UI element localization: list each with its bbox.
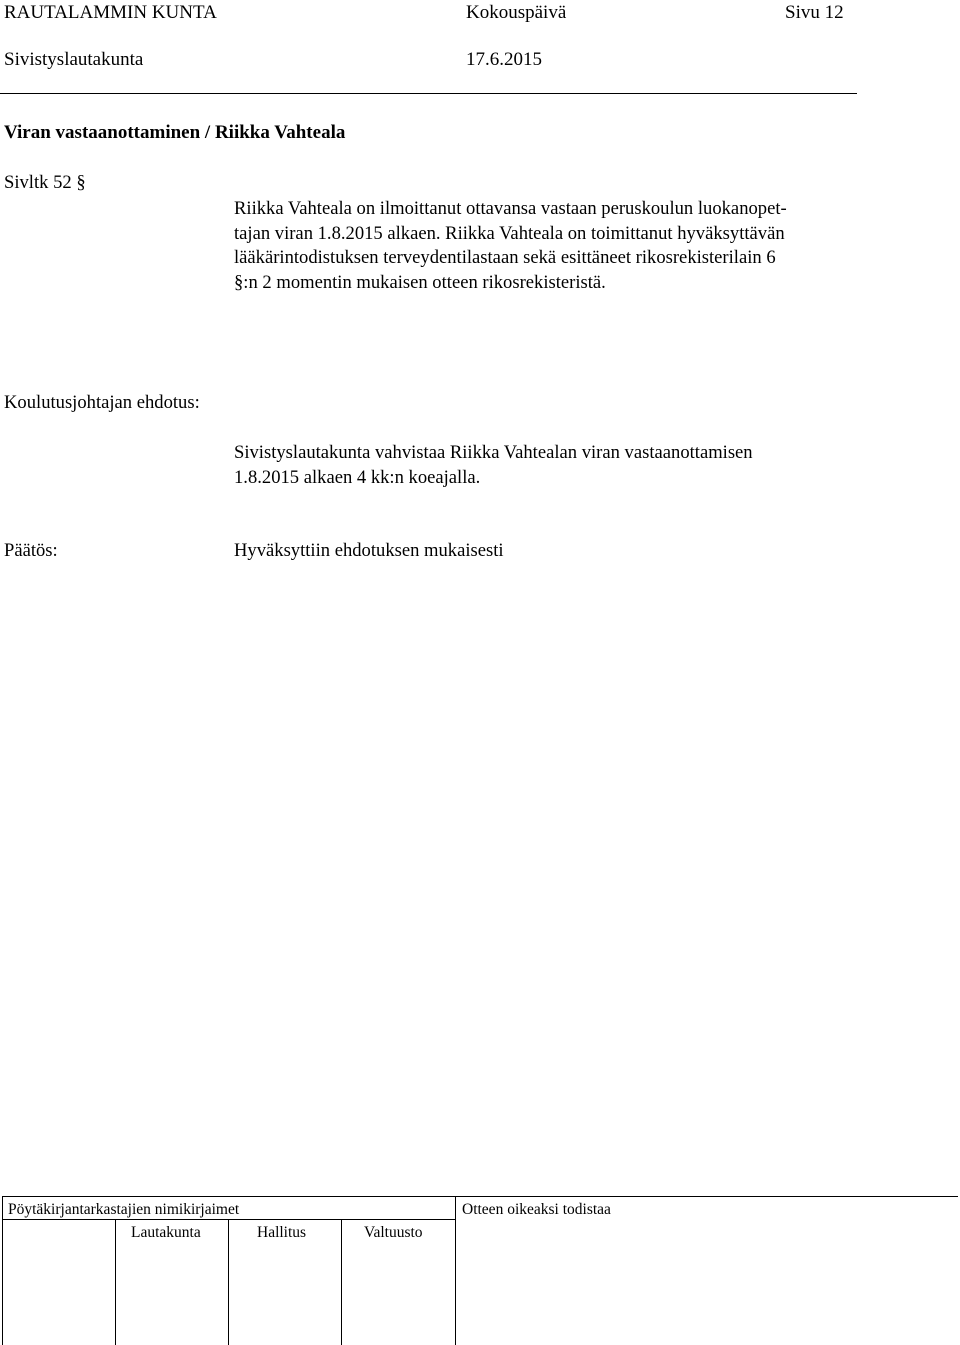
proposal-label: Koulutusjohtajan ehdotus:	[4, 392, 200, 413]
section-number: Sivltk 52 §	[4, 172, 86, 193]
table-header-rule	[2, 1219, 455, 1220]
header-rule	[0, 93, 857, 94]
table-divider	[228, 1219, 229, 1345]
meeting-day-label: Kokouspäivä	[466, 2, 567, 23]
municipality-name: RAUTALAMMIN KUNTA	[4, 2, 217, 23]
signatures-label: Pöytäkirjantarkastajien nimikirjaimet	[8, 1201, 240, 1218]
table-divider	[455, 1196, 456, 1345]
decision-label: Päätös:	[4, 540, 58, 561]
board-name: Sivistyslautakunta	[4, 49, 144, 70]
description-line: §:n 2 momentin mukaisen otteen rikosrekisteristä.	[234, 271, 606, 293]
column-hallitus: Hallitus	[257, 1224, 307, 1241]
meeting-date: 17.6.2015	[466, 49, 542, 70]
page-number: Sivu 12	[785, 2, 844, 23]
certified-label: Otteen oikeaksi todistaa	[462, 1201, 611, 1218]
table-divider	[115, 1219, 116, 1345]
signature-table	[0, 1196, 960, 1345]
item-title: Viran vastaanottaminen / Riikka Vahteala	[4, 122, 346, 143]
proposal-line: 1.8.2015 alkaen 4 kk:n koeajalla.	[234, 466, 481, 488]
description-line: Riikka Vahteala on ilmoittanut ottavansa vastaan peruskoulun luokanopet-	[234, 198, 787, 219]
table-top-border	[2, 1196, 958, 1197]
column-valtuusto: Valtuusto	[364, 1224, 423, 1241]
proposal-line: Sivistyslautakunta vahvistaa Riikka Vahtealan viran vastaanottamisen	[234, 442, 753, 463]
column-lautakunta: Lautakunta	[131, 1224, 201, 1241]
proposal-text	[234, 440, 924, 489]
description-line: tajan viran 1.8.2015 alkaen. Riikka Vahteala on toimittanut hyväksyttävän	[234, 222, 785, 244]
item-description	[234, 196, 924, 294]
table-divider	[341, 1219, 342, 1345]
description-line: lääkärintodistuksen terveydentilastaan sekä esittäneet rikosrekisterilain 6	[234, 247, 776, 268]
decision-text: Hyväksyttiin ehdotuksen mukaisesti	[234, 540, 504, 561]
